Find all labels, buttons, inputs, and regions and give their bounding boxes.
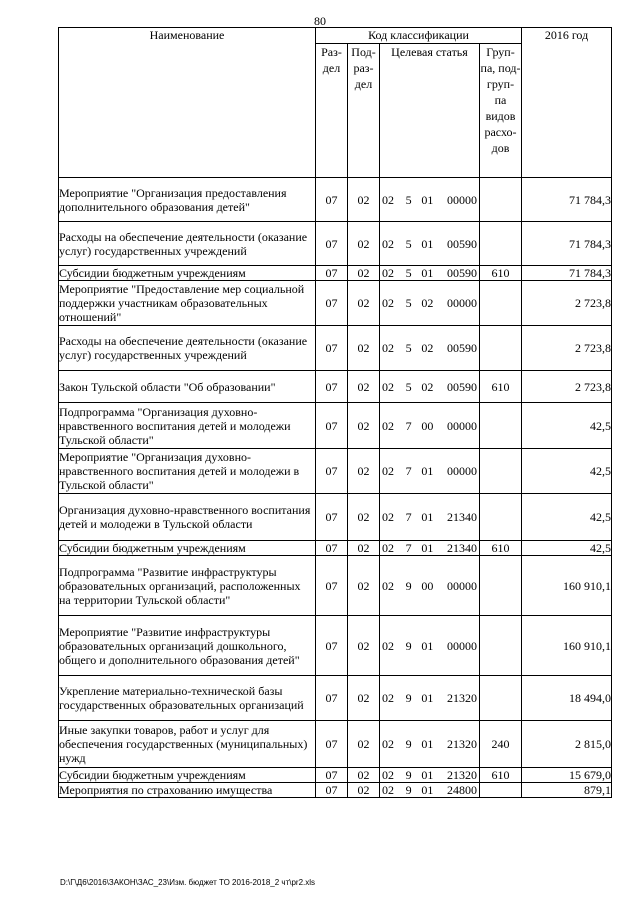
target-subprogram: 5: [405, 341, 412, 355]
target-program: 02: [382, 341, 394, 355]
target-program: 02: [382, 541, 394, 555]
row-name: Мероприятие "Организация предоставления дополнительного образования детей": [59, 178, 316, 222]
row-name: Мероприятие "Организация духовно-нравственного воспитания детей и молодежи в Тульской области": [59, 449, 316, 494]
target-event: 01: [421, 768, 434, 782]
target-subprogram: 9: [405, 691, 412, 705]
row-subsection: 02: [348, 616, 380, 676]
row-expense-type: [480, 449, 522, 494]
row-expense-type: 610: [480, 768, 522, 783]
table-row: [59, 768, 612, 783]
table-row: [59, 266, 612, 281]
row-expense-type: [480, 616, 522, 676]
target-event: 01: [421, 691, 434, 705]
table-row: [59, 556, 612, 616]
row-name: Мероприятия по страхованию имущества: [59, 783, 316, 798]
row-target: [380, 178, 480, 222]
header-target: Целевая статья: [380, 44, 480, 178]
row-name: Подпрограмма "Организация духовно-нравственного воспитания детей и молодежи Тульской области": [59, 403, 316, 449]
row-target: [380, 541, 480, 556]
row-section: 07: [316, 178, 348, 222]
file-path-footer: D:\Г\Д6\2016\ЗАКОН\ЗАС_23\Изм. бюджет ТО 2016-2018_2 чт\pr2.xls: [60, 878, 316, 887]
table-row: [59, 281, 612, 326]
table-row: [59, 616, 612, 676]
target-direction: 00000: [446, 464, 477, 478]
target-event: 01: [421, 783, 434, 797]
row-amount: 2 723,8: [522, 281, 612, 326]
row-subsection: 02: [348, 721, 380, 768]
row-target: [380, 266, 480, 281]
row-subsection: 02: [348, 266, 380, 281]
target-program: 02: [382, 379, 394, 394]
page-number: 80: [314, 14, 326, 28]
row-section: 07: [316, 541, 348, 556]
table-row: [59, 541, 612, 556]
target-direction: 21320: [446, 691, 477, 705]
row-expense-type: [480, 281, 522, 326]
row-expense-type: 610: [480, 266, 522, 281]
row-section: 07: [316, 266, 348, 281]
header-group: Груп- па, под- груп- па видов расхо- дов: [480, 44, 522, 178]
row-amount: 42,5: [522, 403, 612, 449]
row-target: [380, 371, 480, 403]
row-section: 07: [316, 721, 348, 768]
target-direction: 00590: [446, 379, 477, 394]
target-event: 00: [421, 578, 434, 593]
row-target: [380, 449, 480, 494]
target-subprogram: 5: [405, 192, 412, 207]
row-subsection: 02: [348, 222, 380, 266]
target-program: 02: [382, 464, 394, 478]
row-target: [380, 281, 480, 326]
row-section: 07: [316, 403, 348, 449]
row-subsection: 02: [348, 449, 380, 494]
row-expense-type: 610: [480, 541, 522, 556]
row-expense-type: [480, 783, 522, 798]
row-name: Иные закупки товаров, работ и услуг для обеспечения государственных (муниципальных) нужд: [59, 721, 316, 768]
target-event: 00: [421, 418, 434, 433]
row-amount: 15 679,0: [522, 768, 612, 783]
row-name: Подпрограмма "Развитие инфраструктуры образовательных организаций, расположенных на территории Тульской области": [59, 556, 316, 616]
row-expense-type: [480, 556, 522, 616]
header-subsection: Под- раз- дел: [348, 44, 380, 178]
row-amount: 18 494,0: [522, 676, 612, 721]
row-amount: 160 910,1: [522, 556, 612, 616]
target-direction: 21340: [446, 510, 477, 524]
target-subprogram: 7: [405, 418, 412, 433]
row-section: 07: [316, 371, 348, 403]
target-direction: 24800: [446, 783, 477, 797]
row-subsection: 02: [348, 768, 380, 783]
row-section: 07: [316, 494, 348, 541]
row-section: 07: [316, 556, 348, 616]
target-event: 01: [421, 541, 434, 555]
row-expense-type: [480, 676, 522, 721]
row-section: 07: [316, 326, 348, 371]
target-subprogram: 9: [405, 768, 412, 782]
row-target: [380, 556, 480, 616]
target-direction: 21320: [446, 737, 477, 751]
row-amount: 71 784,3: [522, 222, 612, 266]
row-target: [380, 783, 480, 798]
row-section: 07: [316, 222, 348, 266]
row-section: 07: [316, 616, 348, 676]
row-amount: 42,5: [522, 449, 612, 494]
row-name: Субсидии бюджетным учреждениям: [59, 266, 316, 281]
row-expense-type: [480, 494, 522, 541]
row-name: Мероприятие "Предоставление мер социальной поддержки участникам образовательных отношений": [59, 281, 316, 326]
header-name: Наименование: [59, 28, 316, 178]
target-program: 02: [382, 192, 394, 207]
target-subprogram: 5: [405, 266, 412, 280]
table-row: [59, 494, 612, 541]
target-event: 02: [421, 296, 434, 310]
target-subprogram: 7: [405, 510, 412, 524]
row-target: [380, 768, 480, 783]
row-section: 07: [316, 281, 348, 326]
row-name: Укрепление материально-технической базы государственных образовательных организаций: [59, 676, 316, 721]
target-program: 02: [382, 296, 394, 310]
target-direction: 00590: [446, 266, 477, 280]
row-name: Расходы на обеспечение деятельности (оказание услуг) государственных учреждений: [59, 326, 316, 371]
row-subsection: 02: [348, 494, 380, 541]
target-event: 01: [421, 266, 434, 280]
row-amount: 879,1: [522, 783, 612, 798]
header-classification: Код классификации: [316, 28, 522, 44]
row-expense-type: [480, 326, 522, 371]
target-subprogram: 9: [405, 638, 412, 653]
target-subprogram: 9: [405, 737, 412, 751]
target-program: 02: [382, 236, 394, 251]
table-row: [59, 449, 612, 494]
row-subsection: 02: [348, 541, 380, 556]
row-name: Организация духовно-нравственного воспитания детей и молодежи в Тульской области: [59, 494, 316, 541]
row-target: [380, 494, 480, 541]
row-target: [380, 721, 480, 768]
budget-table: [58, 27, 612, 798]
target-event: 01: [421, 464, 434, 478]
row-subsection: 02: [348, 403, 380, 449]
row-subsection: 02: [348, 281, 380, 326]
header-section: Раз- дел: [316, 44, 348, 178]
target-program: 02: [382, 510, 394, 524]
target-program: 02: [382, 737, 394, 751]
table-body: [59, 178, 612, 798]
row-section: 07: [316, 768, 348, 783]
target-program: 02: [382, 578, 394, 593]
target-event: 01: [421, 192, 434, 207]
target-direction: 00000: [446, 418, 477, 433]
row-name: Субсидии бюджетным учреждениям: [59, 541, 316, 556]
target-subprogram: 9: [405, 783, 412, 797]
row-target: [380, 676, 480, 721]
target-event: 02: [421, 379, 434, 394]
row-amount: 71 784,3: [522, 266, 612, 281]
table-row: [59, 371, 612, 403]
row-amount: 2 815,0: [522, 721, 612, 768]
target-direction: 00000: [446, 192, 477, 207]
row-subsection: 02: [348, 783, 380, 798]
row-section: 07: [316, 676, 348, 721]
target-subprogram: 7: [405, 464, 412, 478]
table-row: [59, 222, 612, 266]
target-subprogram: 5: [405, 296, 412, 310]
table-row: [59, 676, 612, 721]
row-section: 07: [316, 783, 348, 798]
target-event: 01: [421, 236, 434, 251]
target-direction: 00000: [446, 638, 477, 653]
table-row: [59, 403, 612, 449]
row-subsection: 02: [348, 326, 380, 371]
target-event: 01: [421, 638, 434, 653]
row-amount: 2 723,8: [522, 326, 612, 371]
row-amount: 71 784,3: [522, 178, 612, 222]
row-expense-type: 240: [480, 721, 522, 768]
row-target: [380, 326, 480, 371]
row-section: 07: [316, 449, 348, 494]
target-event: 01: [421, 510, 434, 524]
target-subprogram: 5: [405, 379, 412, 394]
table-row: [59, 721, 612, 768]
target-direction: 21340: [446, 541, 477, 555]
row-amount: 42,5: [522, 541, 612, 556]
target-direction: 00590: [446, 236, 477, 251]
row-amount: 42,5: [522, 494, 612, 541]
table-row: [59, 783, 612, 798]
target-program: 02: [382, 691, 394, 705]
header-year: 2016 год: [522, 28, 612, 178]
target-direction: 00590: [446, 341, 477, 355]
row-subsection: 02: [348, 556, 380, 616]
row-amount: 160 910,1: [522, 616, 612, 676]
target-program: 02: [382, 783, 394, 797]
target-event: 01: [421, 737, 434, 751]
row-target: [380, 403, 480, 449]
target-program: 02: [382, 266, 394, 280]
target-program: 02: [382, 638, 394, 653]
row-name: Субсидии бюджетным учреждениям: [59, 768, 316, 783]
row-expense-type: [480, 403, 522, 449]
target-subprogram: 7: [405, 541, 412, 555]
row-name: Мероприятие "Развитие инфраструктуры образовательных организаций дошкольного, общего и дополнительного образования детей": [59, 616, 316, 676]
table-row: [59, 326, 612, 371]
target-subprogram: 5: [405, 236, 412, 251]
row-expense-type: [480, 222, 522, 266]
row-subsection: 02: [348, 676, 380, 721]
target-program: 02: [382, 768, 394, 782]
row-target: [380, 222, 480, 266]
row-expense-type: 610: [480, 371, 522, 403]
target-subprogram: 9: [405, 578, 412, 593]
row-name: Закон Тульской области "Об образовании": [59, 371, 316, 403]
target-program: 02: [382, 418, 394, 433]
target-direction: 21320: [446, 768, 477, 782]
target-event: 02: [421, 341, 434, 355]
row-subsection: 02: [348, 371, 380, 403]
row-amount: 2 723,8: [522, 371, 612, 403]
target-direction: 00000: [446, 578, 477, 593]
row-target: [380, 616, 480, 676]
row-subsection: 02: [348, 178, 380, 222]
table-row: [59, 178, 612, 222]
row-expense-type: [480, 178, 522, 222]
row-name: Расходы на обеспечение деятельности (оказание услуг) государственных учреждений: [59, 222, 316, 266]
target-direction: 00000: [446, 296, 477, 310]
